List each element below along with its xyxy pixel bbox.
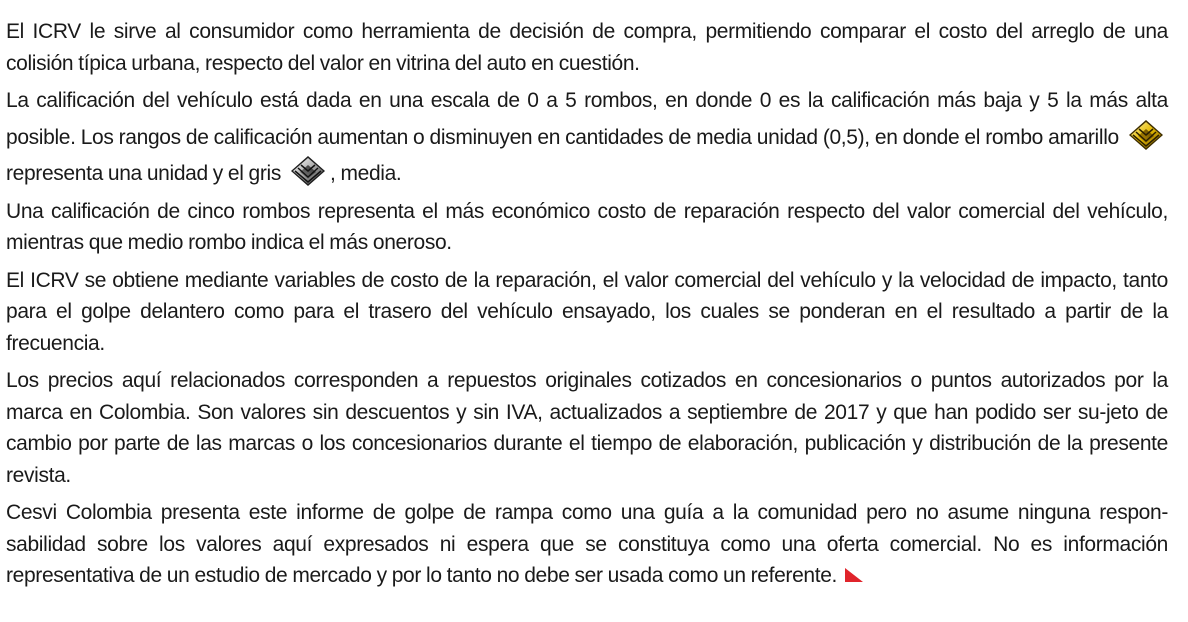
rating-scale-text-a: La calificación del vehículo está dada en una escala de 0 a 5 rombos, en donde 0 es la calificación más baja y 5 la más alta posible. Los rangos de calificación aumentan o disminuyen en cantidades de media unidad (0,5), en donde el rombo amarillo [6,89,1168,149]
paragraph-five-rhombus-meaning: Una calificación de cinco rombos representa el más económico costo de reparación respecto del valor comercial del vehículo, mientras que medio rombo indica el más oneroso. [6,199,1168,254]
rating-scale-text-b: representa una unidad y el gris [6,162,282,185]
red-triangle-end-mark-icon [843,566,865,584]
paragraph-icrv-purpose: El ICRV le sirve al consumidor como herramienta de decisión de compra, permitiendo comparar el costo del arreglo de una colisión típica urbana, respecto del valor en vitrina del auto en cuestión. [6,20,1168,75]
rating-scale-text-c: , media. [330,162,402,185]
paragraph-icrv-variables: El ICRV se obtiene mediante variables de costo de la reparación, el valor comercial del vehículo y la velocidad de impacto, tanto para el golpe delantero como para el trasero del vehículo ensayado, los cuales se ponderan en el resultado a partir de la frecuencia. [6,268,1168,355]
paragraph-disclaimer [6,497,1168,592]
disclaimer-text: Cesvi Colombia presenta este informe de golpe de rampa como una guía a la comunidad pero no asume ninguna respon-sabilidad sobre los valores aquí expresados ni espera que se constituya como una oferta comercial. No es información representativa de un estudio de mercado y por lo tanto no debe ser usada como un referente. [6,501,1168,587]
paragraph-prices-note: Los precios aquí relacionados corresponden a repuestos originales cotizados en concesionarios o puntos autorizados por la marca en Colombia. Son valores sin descuentos y sin IVA, actualizados a septiembre de 2017 y que han podido ser su-jeto de cambio por parte de las marcas o los concesionarios durante el tiempo de elaboración, publicación y distribución de la presente revista. [6,369,1168,487]
gray-rhombus-icon [287,153,329,189]
document-body [6,16,1168,598]
paragraph-rating-scale [6,85,1168,190]
yellow-rhombus-icon [1125,117,1167,153]
